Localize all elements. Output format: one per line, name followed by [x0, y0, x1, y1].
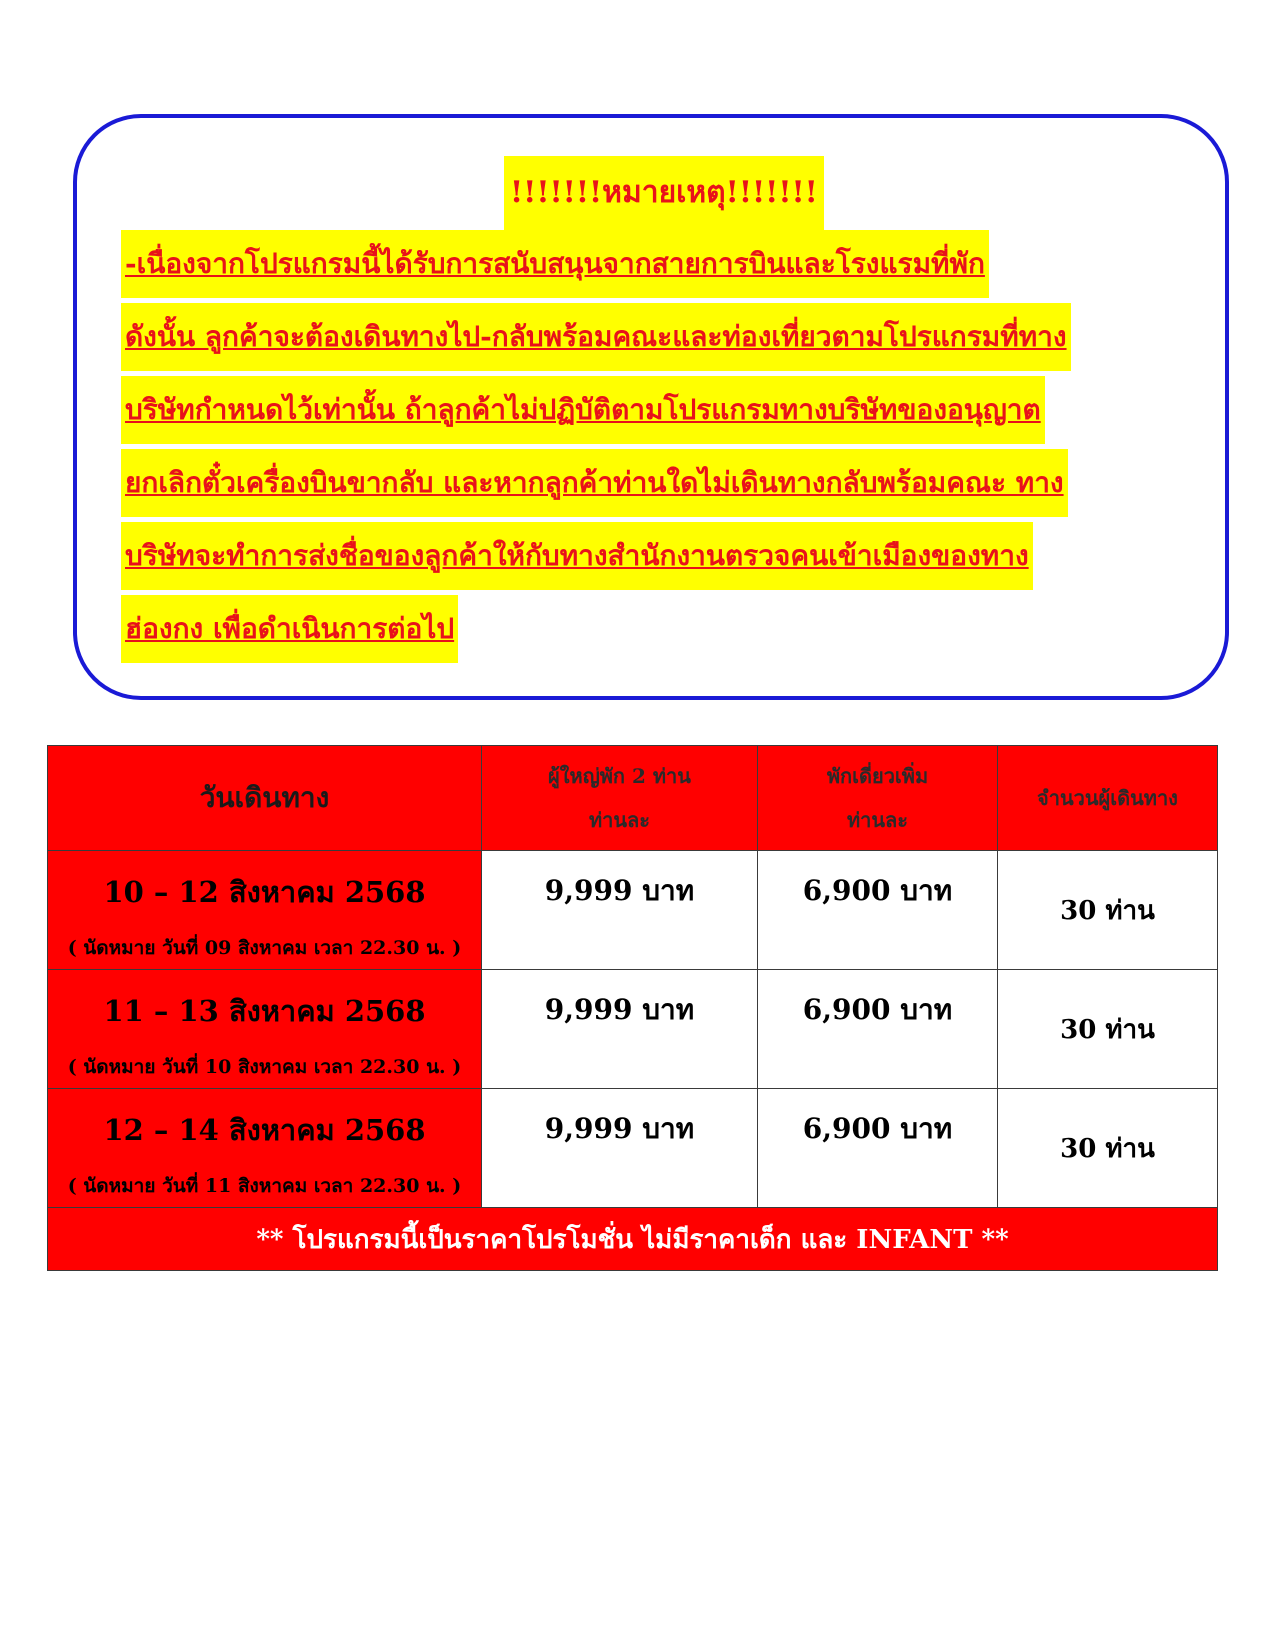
notice-line-2: ดังนั้น ลูกค้าจะต้องเดินทางไป-กลับพร้อมคณะและท่องเที่ยวตามโปรแกรมที่ทาง — [121, 303, 1071, 371]
header-adult-price — [482, 746, 758, 851]
promo-footer: ** โปรแกรมนี้เป็นราคาโปรโมชั่น ไม่มีราคาเด็ก และ INFANT ** — [48, 1208, 1218, 1271]
header-seats — [998, 746, 1218, 851]
seats-cell: 30 ท่าน — [998, 851, 1218, 970]
single-price-cell — [758, 970, 998, 1089]
notice-line-5: บริษัทจะทำการส่งชื่อของลูกค้าให้กับทางสำนักงานตรวจคนเข้าเมืองของทาง — [121, 522, 1033, 590]
single-price: 6,900 บาท — [802, 874, 953, 907]
table-row — [48, 851, 1218, 970]
seats-cell: 30 ท่าน — [998, 1089, 1218, 1208]
single-price-cell — [758, 1089, 998, 1208]
single-price: 6,900 บาท — [802, 1112, 953, 1145]
header-adult-main: ผู้ใหญ่พัก 2 ท่าน — [548, 764, 691, 788]
adult-price-cell — [482, 1089, 758, 1208]
meeting-note: ( นัดหมาย วันที่ 09 สิงหาคม เวลา 22.30 น. ) — [67, 937, 462, 959]
notice-line-4: ยกเลิกตั๋วเครื่องบินขากลับ และหากลูกค้าท่านใดไม่เดินทางกลับพร้อมคณะ ทาง — [121, 449, 1068, 517]
header-date: วันเดินทาง — [48, 746, 482, 851]
header-single-sub: ท่านละ — [846, 808, 909, 832]
meeting-note: ( นัดหมาย วันที่ 11 สิงหาคม เวลา 22.30 น. ) — [67, 1175, 462, 1197]
travel-date: 11 – 13 สิงหาคม 2568 — [103, 994, 426, 1028]
table-row — [48, 1089, 1218, 1208]
header-single-main: พักเดี่ยวเพิ่ม — [826, 764, 929, 788]
single-price: 6,900 บาท — [802, 993, 953, 1026]
travel-date: 10 – 12 สิงหาคม 2568 — [103, 875, 426, 909]
notice-title: !!!!!!!หมายเหตุ!!!!!!! — [504, 156, 824, 230]
notice-line-6: ฮ่องกง เพื่อดำเนินการต่อไป — [121, 595, 458, 663]
adult-price-cell — [482, 851, 758, 970]
table-header-row — [48, 746, 1218, 851]
notice-line-3: บริษัทกำหนดไว้เท่านั้น ถ้าลูกค้าไม่ปฏิบัติตามโปรแกรมทางบริษัทของอนุญาต — [121, 376, 1045, 444]
meeting-note: ( นัดหมาย วันที่ 10 สิงหาคม เวลา 22.30 น. ) — [67, 1056, 462, 1078]
price-table — [47, 745, 1218, 1271]
table-footer-row — [48, 1208, 1218, 1271]
date-cell — [48, 970, 482, 1089]
date-cell — [48, 1089, 482, 1208]
header-seats-label: จำนวนผู้เดินทาง — [1037, 786, 1178, 810]
header-adult-sub: ท่านละ — [588, 808, 651, 832]
adult-price: 9,999 บาท — [544, 874, 695, 907]
adult-price: 9,999 บาท — [544, 993, 695, 1026]
seats-cell: 30 ท่าน — [998, 970, 1218, 1089]
adult-price: 9,999 บาท — [544, 1112, 695, 1145]
notice-line-1: -เนื่องจากโปรแกรมนี้ได้รับการสนับสนุนจากสายการบินและโรงแรมที่พัก — [121, 230, 989, 298]
adult-price-cell — [482, 970, 758, 1089]
travel-date: 12 – 14 สิงหาคม 2568 — [103, 1113, 426, 1147]
date-cell — [48, 851, 482, 970]
single-price-cell — [758, 851, 998, 970]
table-row — [48, 970, 1218, 1089]
header-single-price — [758, 746, 998, 851]
